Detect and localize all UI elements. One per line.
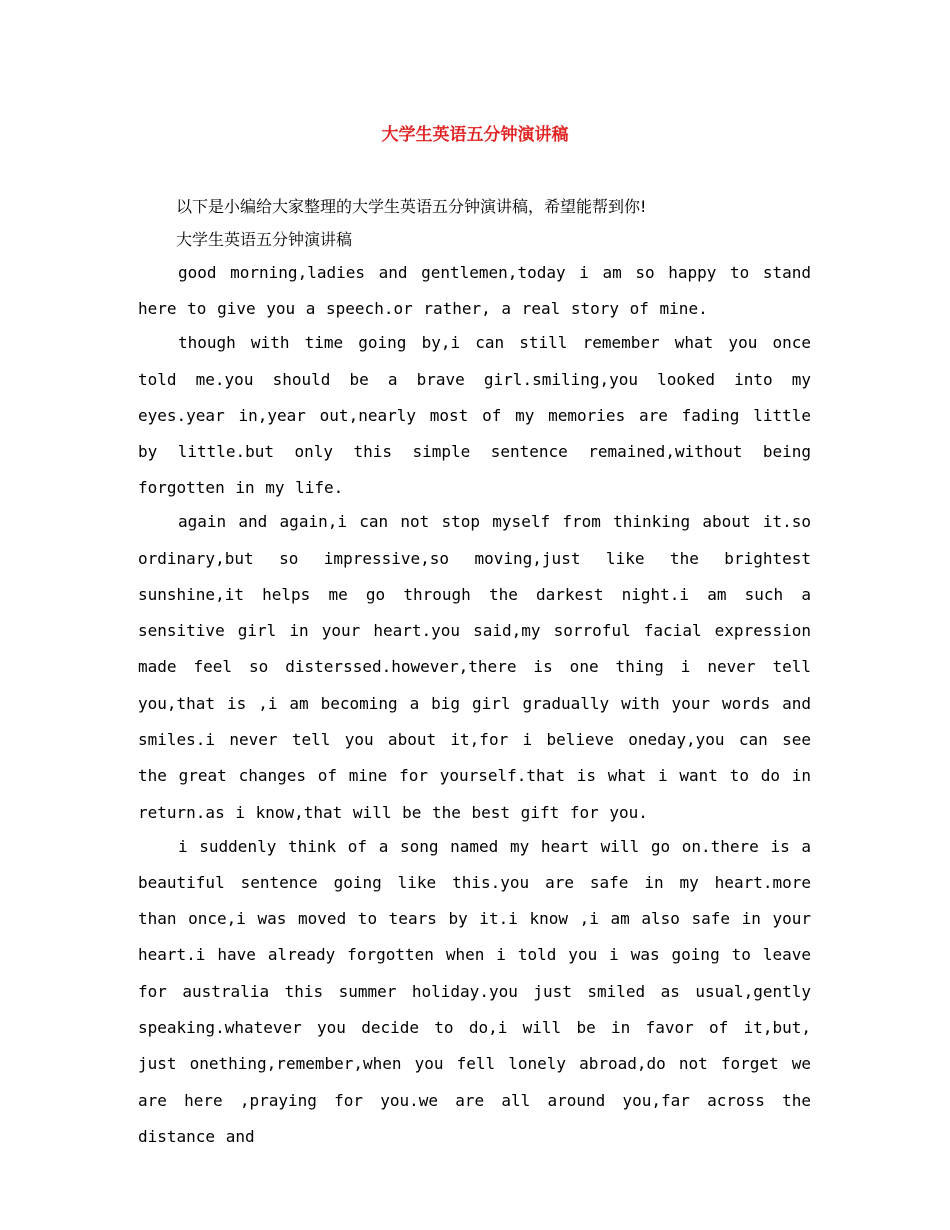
speech-body [138, 255, 811, 1153]
paragraph-1: good morning,ladies and gentlemen,today i am so happy to stand here to give you a speech.or rather, a real story of mine. [138, 263, 811, 319]
paragraph-3: again and again,i can not stop myself from thinking about it.so ordinary,but so impressive,so moving,just like the brightest sunshine,it helps me go through the darkest night.i am such a sensitive girl in your heart.you said,my sorroful facial expression made feel so disterssed.however,there is one thing i never tell you,that is ,i am becoming a big girl gradually with your words and smiles.i never tell you about it,for i believe oneday,you can see the great changes of mine for yourself.that is what i want to do in return.as i know,that will be the best gift for you. [138, 512, 811, 822]
document-title: 大学生英语五分钟演讲稿 [381, 125, 569, 145]
document-subtitle: 大学生英语五分钟演讲稿 [176, 230, 353, 249]
paragraph-2: though with time going by,i can still remember what you once told me.you should be a brave girl.smiling,you looked into my eyes.year in,year out,nearly most of my memories are fading little by little.but only this simple sentence remained,without being forgotten in my life. [138, 333, 811, 498]
intro-text: 以下是小编给大家整理的大学生英语五分钟演讲稿，希望能帮到你! [176, 197, 647, 216]
paragraph-4: i suddenly think of a song named my heart will go on.there is a beautiful sentence going like this.you are safe in my heart.more than once,i was moved to tears by it.i know ,i am also safe in your heart.i have already forgotten when i told you i was going to leave for australia this summer holiday.you just smiled as usual,gently speaking.whatever you decide to do,i will be in favor of it,but, just onething,remember,when you fell lonely abroad,do not forget we are here ,praying for you.we are all around you,far across the distance and [138, 836, 811, 1146]
